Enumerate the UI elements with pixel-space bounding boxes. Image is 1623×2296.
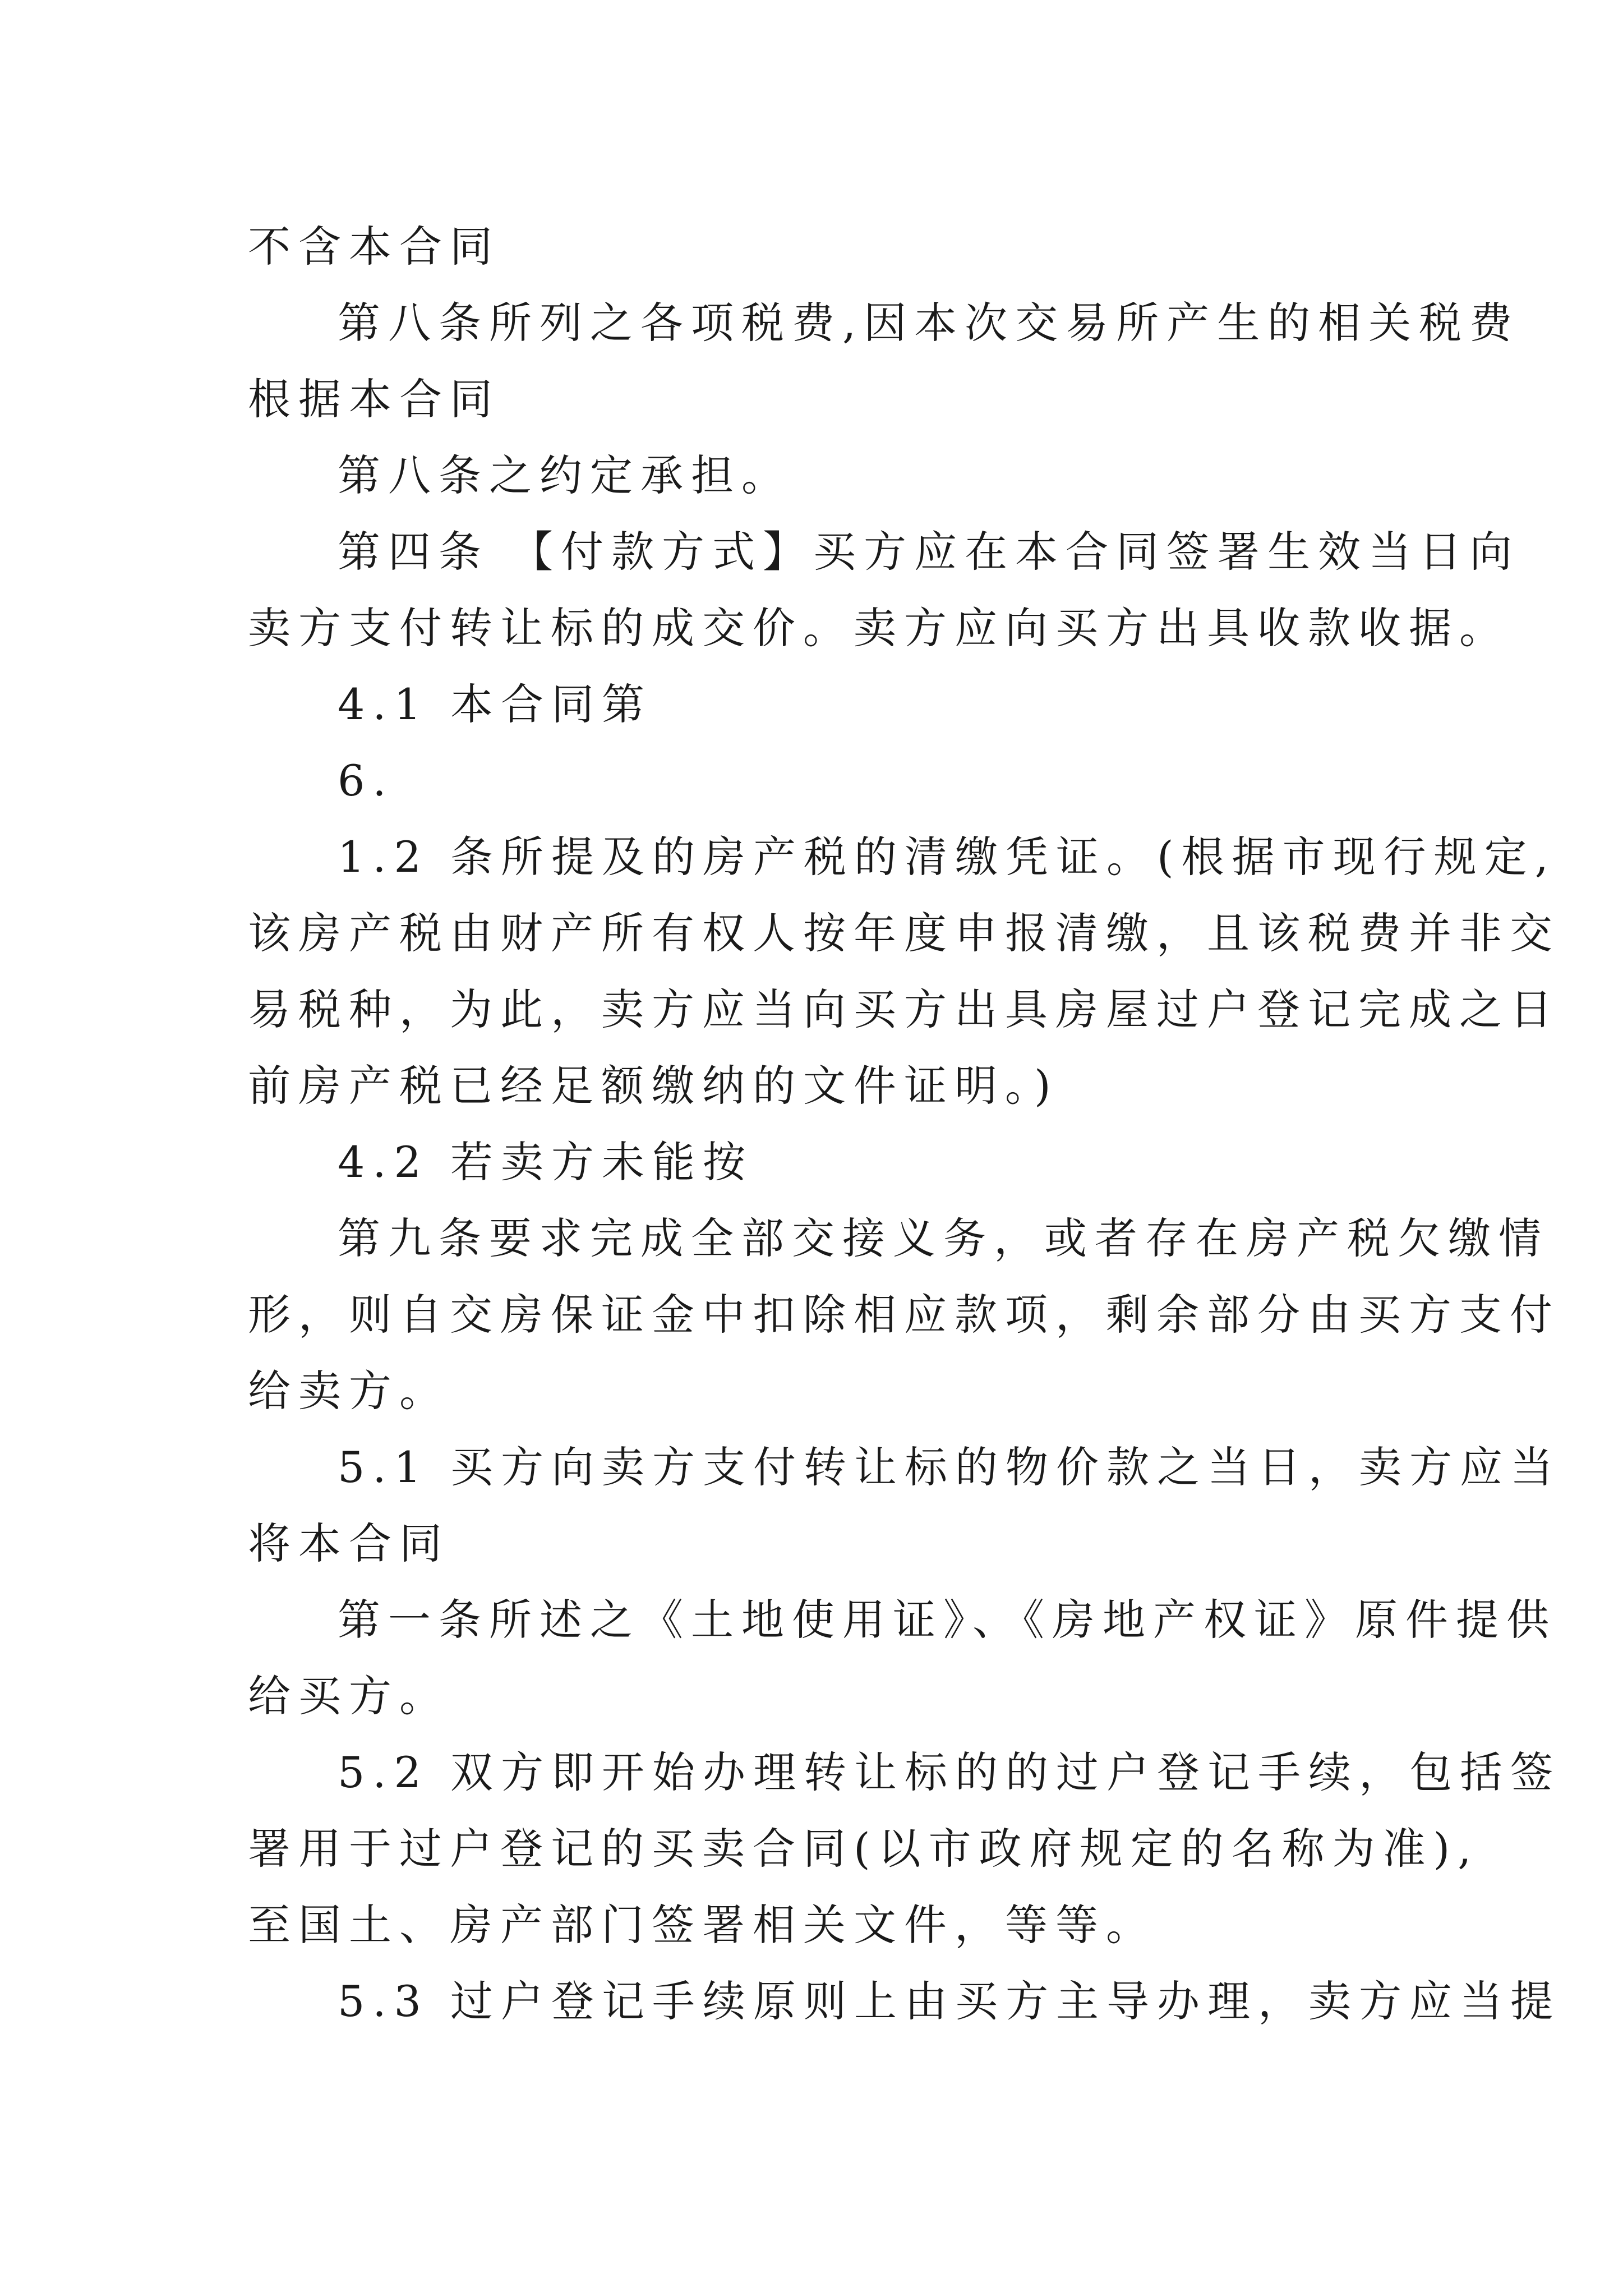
text-line: 5.2 双方即开始办理转让标的的过户登记手续，包括签 — [338, 1747, 1561, 1797]
text-line: 给卖方。 — [248, 1366, 450, 1416]
text-line: 卖方支付转让标的成交价。卖方应向买方出具收款收据。 — [248, 603, 1510, 653]
text-line: 第八条之约定承担。 — [338, 450, 792, 500]
text-line: 该房产税由财产所有权人按年度申报清缴，且该税费并非交 — [248, 908, 1560, 958]
text-line: 不含本合同 — [248, 222, 500, 272]
text-line: 将本合同 — [248, 1519, 450, 1568]
text-line: 前房产税已经足额缴纳的文件证明。) — [248, 1061, 1059, 1111]
text-line: 给买方。 — [248, 1671, 450, 1721]
text-line: 易税种，为此，卖方应当向买方出具房屋过户登记完成之日 — [248, 984, 1560, 1034]
text-line: 形，则自交房保证金中扣除相应款项，剩余部分由买方支付 — [248, 1290, 1560, 1340]
text-line: 第九条要求完成全部交接义务，或者存在房产税欠缴情 — [338, 1213, 1549, 1263]
text-line: 6. — [338, 756, 394, 806]
document-body — [248, 209, 1561, 2040]
text-line: 至国土、房产部门签署相关文件，等等。 — [248, 1900, 1156, 1950]
text-line: 5.3 过户登记手续原则上由买方主导办理，卖方应当提 — [338, 1976, 1561, 2026]
text-line: 1.2 条所提及的房产税的清缴凭证。(根据市现行规定, — [338, 832, 1556, 882]
text-line: 第四条 【付款方式】买方应在本合同签署生效当日向 — [338, 527, 1520, 577]
text-line: 署用于过户登记的买卖合同(以市政府规定的名称为准), — [248, 1824, 1479, 1874]
text-line: 第八条所列之各项税费,因本次交易所产生的相关税费 — [338, 298, 1520, 348]
text-line: 第一条所述之《土地使用证》、《房地产权证》原件提供 — [338, 1595, 1557, 1645]
text-line: 5.1 买方向卖方支付转让标的物价款之当日，卖方应当 — [338, 1442, 1561, 1492]
text-line: 4.1 本合同第 — [338, 679, 653, 729]
text-line: 根据本合同 — [248, 374, 500, 424]
text-line: 4.2 若卖方未能按 — [338, 1137, 754, 1187]
